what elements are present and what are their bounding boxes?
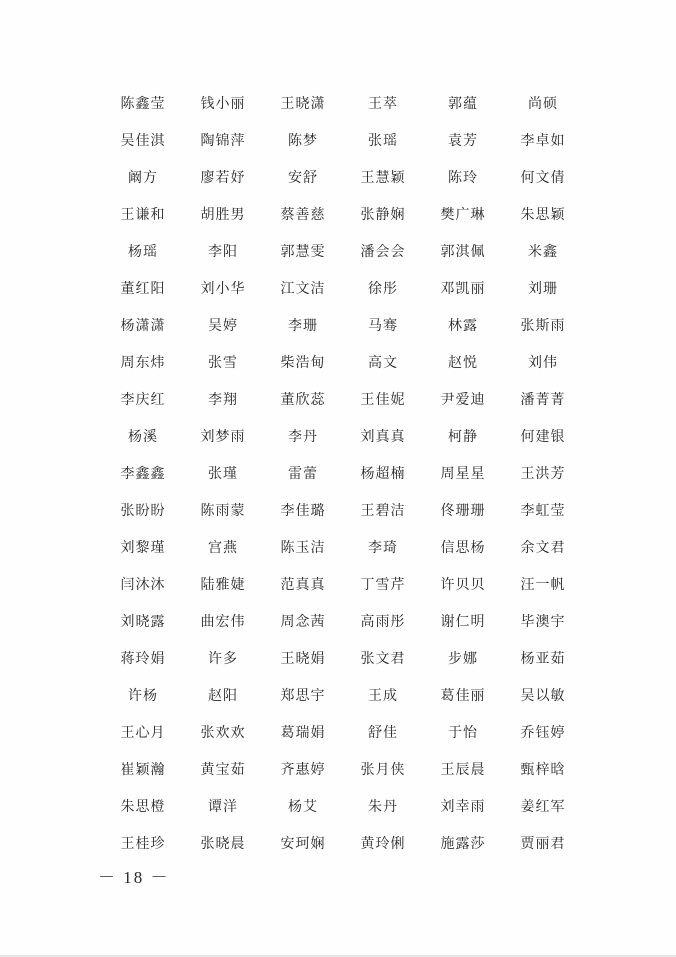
name-entry: 闫沐沐 [120,576,166,593]
name-entry: 郭慧雯 [280,243,326,260]
name-entry: 王佳妮 [360,391,406,408]
name-entry: 张欢欢 [200,724,246,741]
name-entry: 周星星 [440,465,486,482]
name-entry: 王晓娟 [280,650,326,667]
name-entry: 王洪芳 [520,465,566,482]
name-entry: 王桂珍 [120,835,166,852]
name-entry: 王慧颖 [360,169,406,186]
name-entry: 张雪 [208,354,238,371]
name-entry: 李庆红 [120,391,166,408]
name-entry: 李琦 [368,539,398,556]
name-entry: 雷蕾 [288,465,318,482]
name-entry: 林露 [448,317,478,334]
name-entry: 李阳 [208,243,238,260]
name-entry: 毕澳宇 [520,613,566,630]
name-entry: 张文君 [360,650,406,667]
name-entry: 张晓晨 [200,835,246,852]
name-entry: 徐彤 [368,280,398,297]
name-entry: 安珂娴 [280,835,326,852]
name-entry: 刘真真 [360,428,406,445]
name-entry: 王谦和 [120,206,166,223]
name-entry: 袁芳 [448,132,478,149]
name-entry: 许多 [208,650,238,667]
name-entry: 施露莎 [440,835,486,852]
name-entry: 朱思颖 [520,206,566,223]
name-entry: 胡胜男 [200,206,246,223]
name-entry: 郑思宇 [280,687,326,704]
name-entry: 尹爱迪 [440,391,486,408]
name-entry: 刘小华 [200,280,246,297]
name-entry: 郭淇佩 [440,243,486,260]
name-entry: 刘黎瑾 [120,539,166,556]
name-entry: 步娜 [448,650,478,667]
names-list [103,84,583,861]
name-entry: 宫燕 [208,539,238,556]
name-entry: 刘伟 [528,354,558,371]
name-entry: 曲宏伟 [200,613,246,630]
name-entry: 甄梓晗 [520,761,566,778]
name-entry: 钱小丽 [200,95,246,112]
name-entry: 潘会会 [360,243,406,260]
name-entry: 丁雪芹 [360,576,406,593]
name-entry: 陈玲 [448,169,478,186]
name-entry: 李虹莹 [520,502,566,519]
name-entry: 刘梦雨 [200,428,246,445]
name-entry: 范真真 [280,576,326,593]
name-entry: 柯静 [448,428,478,445]
name-entry: 黄玲俐 [360,835,406,852]
name-entry: 周东炜 [120,354,166,371]
name-entry: 王碧洁 [360,502,406,519]
name-entry: 舒佳 [368,724,398,741]
name-entry: 谢仁明 [440,613,486,630]
name-entry: 乔钰婷 [520,724,566,741]
name-entry: 高雨彤 [360,613,406,630]
name-entry: 杨瑶 [128,243,158,260]
name-entry: 陈梦 [288,132,318,149]
name-entry: 何建银 [520,428,566,445]
name-entry: 米鑫 [528,243,558,260]
name-entry: 刘珊 [528,280,558,297]
name-entry: 杨溪 [128,428,158,445]
name-entry: 信思杨 [440,539,486,556]
name-entry: 余文君 [520,539,566,556]
name-entry: 杨超楠 [360,465,406,482]
name-entry: 王晓潇 [280,95,326,112]
name-entry: 邓凯丽 [440,280,486,297]
name-entry: 王心月 [120,724,166,741]
name-entry: 董红阳 [120,280,166,297]
name-entry: 贾丽君 [520,835,566,852]
name-entry: 王萃 [368,95,398,112]
name-entry: 李珊 [288,317,318,334]
name-entry: 董欣蕊 [280,391,326,408]
page-number: － 18 － [98,868,170,887]
name-entry: 于怡 [448,724,478,741]
name-entry: 葛佳丽 [440,687,486,704]
name-entry: 蒋玲娟 [120,650,166,667]
name-entry: 吴以敏 [520,687,566,704]
name-entry: 蔡善慈 [280,206,326,223]
name-entry: 佟珊珊 [440,502,486,519]
name-entry: 杨潇潇 [120,317,166,334]
name-entry: 张斯雨 [520,317,566,334]
name-entry: 潘菁菁 [520,391,566,408]
name-entry: 汪一帆 [520,576,566,593]
name-entry: 杨亚茹 [520,650,566,667]
name-entry: 李卓如 [520,132,566,149]
name-entry: 赵悦 [448,354,478,371]
name-entry: 姜红军 [520,798,566,815]
name-entry: 李鑫鑫 [120,465,166,482]
name-entry: 朱丹 [368,798,398,815]
name-entry: 张瑾 [208,465,238,482]
name-entry: 黄宝茹 [200,761,246,778]
name-entry: 樊广琳 [440,206,486,223]
name-entry: 崔颖瀚 [120,761,166,778]
name-entry: 周念茜 [280,613,326,630]
name-entry: 安舒 [288,169,318,186]
name-entry: 陶锦萍 [200,132,246,149]
name-entry: 杨艾 [288,798,318,815]
name-entry: 赵阳 [208,687,238,704]
name-entry: 郭蕴 [448,95,478,112]
name-entry: 李翔 [208,391,238,408]
name-entry: 张月侠 [360,761,406,778]
name-entry: 张瑶 [368,132,398,149]
name-entry: 柴浩甸 [280,354,326,371]
name-entry: 马骞 [368,317,398,334]
name-entry: 陆雅婕 [200,576,246,593]
name-entry: 廖若妤 [200,169,246,186]
name-entry: 陈鑫莹 [120,95,166,112]
name-entry: 张静娴 [360,206,406,223]
name-entry: 阚方 [128,169,158,186]
name-entry: 王辰晨 [440,761,486,778]
name-entry: 刘幸雨 [440,798,486,815]
name-entry: 朱思橙 [120,798,166,815]
name-entry: 齐惠婷 [280,761,326,778]
name-entry: 李丹 [288,428,318,445]
name-entry: 高文 [368,354,398,371]
name-entry: 尚硕 [528,95,558,112]
name-entry: 吴婷 [208,317,238,334]
name-entry: 陈玉洁 [280,539,326,556]
name-entry: 谭洋 [208,798,238,815]
name-entry: 何文倩 [520,169,566,186]
name-entry: 张盼盼 [120,502,166,519]
name-entry: 江文洁 [280,280,326,297]
name-entry: 王成 [368,687,398,704]
name-entry: 刘晓露 [120,613,166,630]
name-entry: 许杨 [128,687,158,704]
name-entry: 吴佳淇 [120,132,166,149]
name-entry: 李佳璐 [280,502,326,519]
name-entry: 许贝贝 [440,576,486,593]
name-entry: 葛瑞娟 [280,724,326,741]
name-entry: 陈雨蒙 [200,502,246,519]
